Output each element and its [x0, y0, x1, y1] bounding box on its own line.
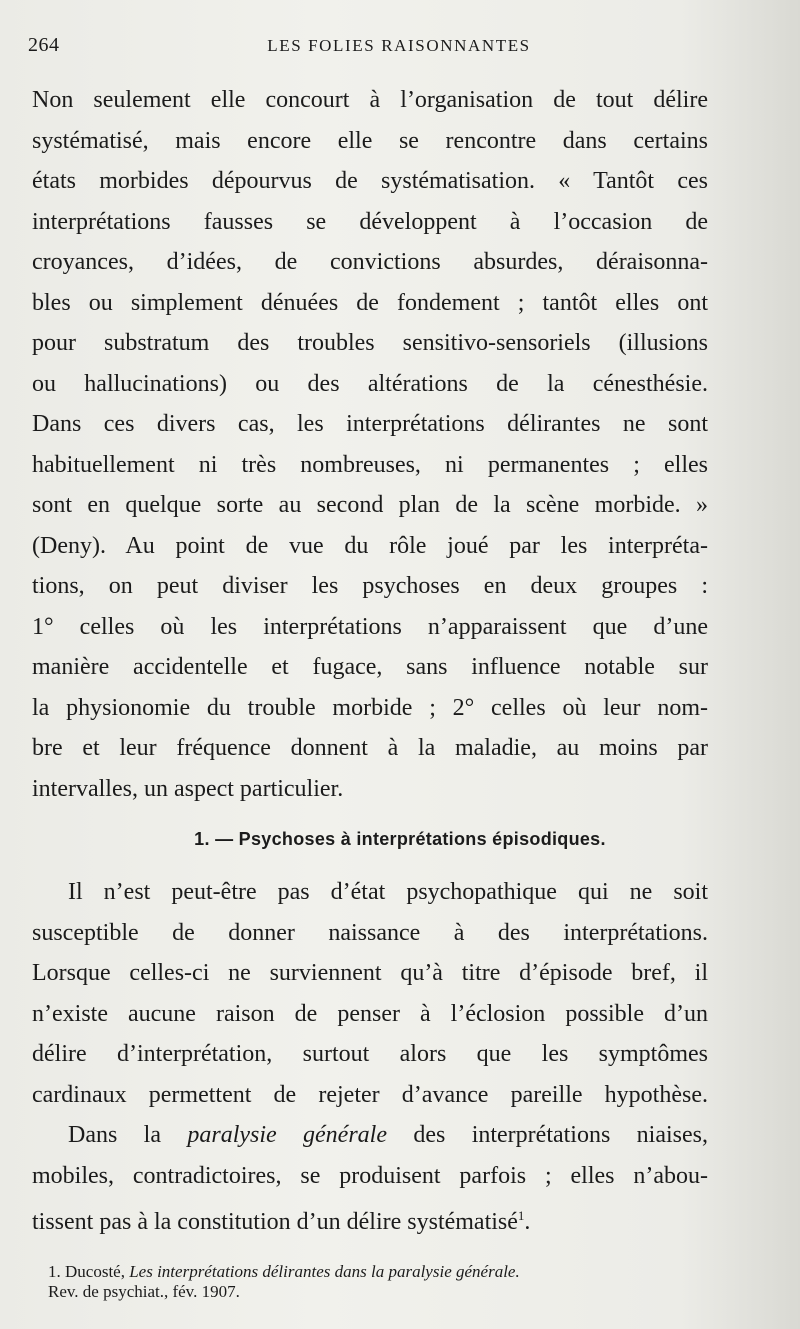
text-line: Il n’est peut-être pas d’état psychopathique qui ne soit [68, 879, 708, 905]
page-header [28, 34, 770, 60]
text-line: bles ou simplement dénuées de fondement ; tantôt elles ont [32, 289, 708, 316]
text-line: tions, on peut diviser les psychoses en deux groupes : [32, 573, 708, 599]
text-line: susceptible de donner naissance à des interprétations. [32, 919, 708, 946]
text-line: cardinaux permettent de rejeter d’avance pareille hypothèse. [32, 1081, 708, 1108]
text-line: Dans ces divers cas, les interprétations délirantes ne sont [32, 411, 708, 437]
footnote-line [48, 1262, 728, 1282]
text-line: n’existe aucune raison de penser à l’éclosion possible d’un [32, 1000, 708, 1027]
footnote-line: Rev. de psychiat., fév. 1907. [48, 1282, 240, 1301]
text-line: la physionomie du trouble morbide ; 2° celles où leur nom- [32, 694, 708, 721]
footnote-reference[interactable]: 1 [517, 1208, 525, 1223]
text-line: croyances, d’idées, de convictions absurdes, déraisonna- [32, 249, 708, 275]
text-line: états morbides dépourvus de systématisation. « Tantôt ces [32, 168, 708, 194]
text-line: Lorsque celles-ci ne surviennent qu’à titre d’épisode bref, il [32, 960, 708, 986]
footnote [48, 1262, 728, 1302]
text-line: pour substratum des troubles sensitivo-sensoriels (illusions [32, 330, 708, 356]
paragraph-3 [32, 1115, 708, 1243]
text-line: délire d’interprétation, surtout alors que les symptômes [32, 1041, 708, 1067]
text-run: tissent pas à la constitution d’un délire systématisé [32, 1209, 518, 1235]
running-title: LES FOLIES RAISONNANTES [267, 36, 531, 55]
text-line: habituellement ni très nombreuses, ni permanentes ; elles [32, 451, 708, 478]
italic-term: paralysie générale [187, 1122, 387, 1148]
paragraph-2 [32, 872, 708, 1115]
footnote-title: Les interprétations délirantes dans la paralysie générale. [129, 1262, 520, 1281]
text-line: ou hallucinations) ou des altérations de la cénesthésie. [32, 370, 708, 397]
page-number: 264 [28, 34, 60, 56]
text-run: . [524, 1209, 531, 1235]
text-line: 1° celles où les interprétations n’apparaissent que d’une [32, 613, 708, 640]
text-line: intervalles, un aspect particulier. [32, 775, 344, 802]
text-line: systématisé, mais encore elle se rencontre dans certains [32, 127, 708, 154]
footnote-number: 1. [48, 1262, 61, 1281]
paragraph-1 [32, 80, 708, 809]
text-line: mobiles, contradictoires, se produisent parfois ; elles n’abou- [32, 1162, 708, 1189]
text-line: interprétations fausses se développent à l’occasion de [32, 208, 708, 235]
text-run: des interprétations niaises, [387, 1122, 708, 1148]
text-line [32, 1115, 708, 1156]
text-line: sont en quelque sorte au second plan de la scène morbide. » [32, 492, 708, 518]
text-line: Non seulement elle concourt à l’organisation de tout délire [32, 87, 708, 113]
text-line: (Deny). Au point de vue du rôle joué par les interpréta- [32, 532, 708, 559]
text-run: Dans la [68, 1122, 188, 1148]
section-heading: 1. — Psychoses à interprétations épisodiques. [194, 829, 606, 849]
text-line: manière accidentelle et fugace, sans influence notable sur [32, 654, 708, 680]
footnote-author: Ducosté, [60, 1262, 130, 1281]
text-line: bre et leur fréquence donnent à la maladie, au moins par [32, 735, 708, 761]
text-line [32, 1196, 708, 1243]
